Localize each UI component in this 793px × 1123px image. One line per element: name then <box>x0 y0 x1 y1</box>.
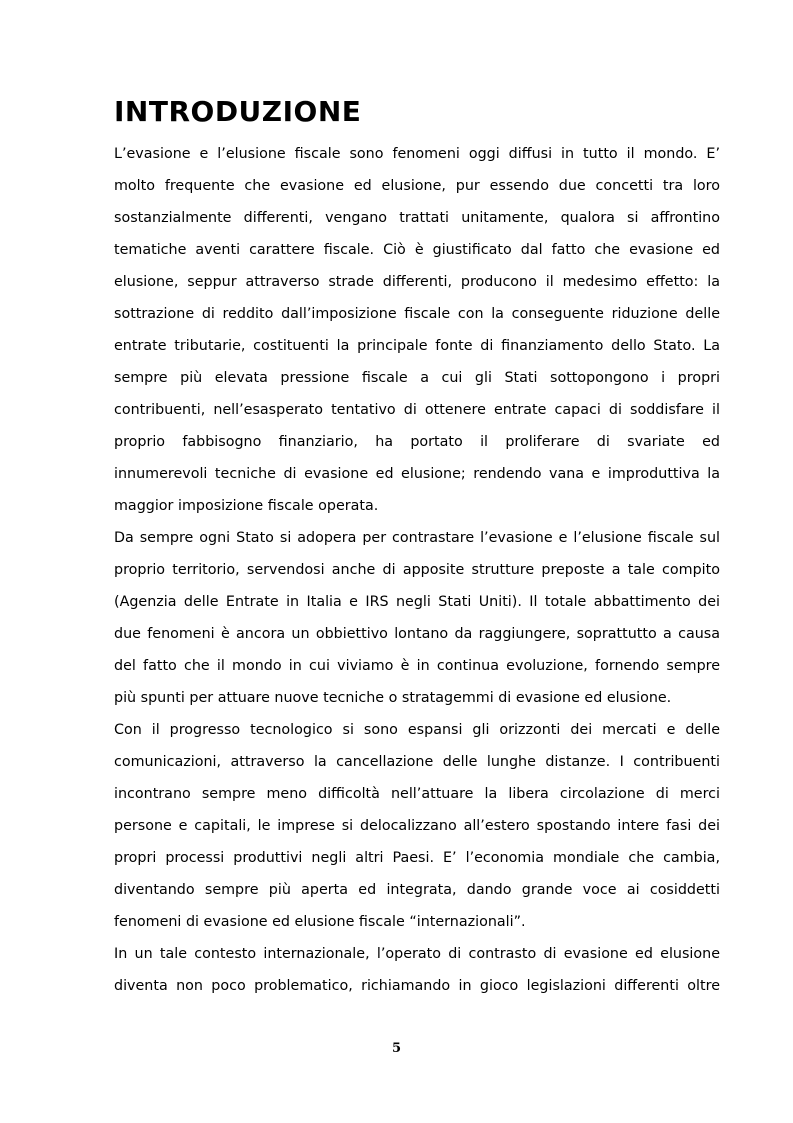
text-line: L’evasione e l’elusione fiscale sono fenomeni oggi diffusi in tutto il mondo. E’ <box>114 146 720 162</box>
text-line: In un tale contesto internazionale, l’operato di contrasto di evasione ed elusione <box>114 946 720 962</box>
text-line: contribuenti, nell’esasperato tentativo di ottenere entrate capaci di soddisfare il <box>114 402 720 418</box>
text-line: due fenomeni è ancora un obbiettivo lontano da raggiungere, soprattutto a causa <box>114 626 720 642</box>
text-line: entrate tributarie, costituenti la principale fonte di finanziamento dello Stato. La <box>114 338 720 354</box>
text-line: fenomeni di evasione ed elusione fiscale “internazionali”. <box>114 914 526 930</box>
text-line: diventando sempre più aperta ed integrata, dando grande voce ai cosiddetti <box>114 882 720 898</box>
text-line: persone e capitali, le imprese si delocalizzano all’estero spostando intere fasi dei <box>114 818 720 834</box>
text-line: propri processi produttivi negli altri Paesi. E’ l’economia mondiale che cambia, <box>114 850 720 866</box>
text-line: tematiche aventi carattere fiscale. Ciò è giustificato dal fatto che evasione ed <box>114 242 720 258</box>
text-line: diventa non poco problematico, richiamando in gioco legislazioni differenti oltre <box>114 978 720 994</box>
text-line: comunicazioni, attraverso la cancellazione delle lunghe distanze. I contribuenti <box>114 754 720 770</box>
text-line: proprio territorio, servendosi anche di apposite strutture preposte a tale compito <box>114 562 720 578</box>
text-line: sempre più elevata pressione fiscale a cui gli Stati sottopongono i propri <box>114 370 720 386</box>
text-line: sottrazione di reddito dall’imposizione fiscale con la conseguente riduzione delle <box>114 306 720 322</box>
text-line: molto frequente che evasione ed elusione, pur essendo due concetti tra loro <box>114 178 720 194</box>
page-number: 5 <box>391 1041 402 1056</box>
text-line: più spunti per attuare nuove tecniche o stratagemmi di evasione ed elusione. <box>114 690 672 706</box>
text-line: del fatto che il mondo in cui viviamo è in continua evoluzione, fornendo sempre <box>114 658 720 674</box>
text-line: maggior imposizione fiscale operata. <box>114 498 379 514</box>
text-line: (Agenzia delle Entrate in Italia e IRS negli Stati Uniti). Il totale abbattimento dei <box>114 594 720 610</box>
text-line: sostanzialmente differenti, vengano trattati unitamente, qualora si affrontino <box>114 210 720 226</box>
text-line: innumerevoli tecniche di evasione ed elusione; rendendo vana e improduttiva la <box>114 466 720 482</box>
text-line: incontrano sempre meno difficoltà nell’attuare la libera circolazione di merci <box>114 786 720 802</box>
page-title: INTRODUZIONE <box>114 95 362 128</box>
text-line: Da sempre ogni Stato si adopera per contrastare l’evasione e l’elusione fiscale sul <box>114 530 720 546</box>
text-line: Con il progresso tecnologico si sono espansi gli orizzonti dei mercati e delle <box>114 722 720 738</box>
text-line: elusione, seppur attraverso strade differenti, producono il medesimo effetto: la <box>114 274 720 290</box>
body-text <box>114 138 720 1002</box>
text-line: proprio fabbisogno finanziario, ha portato il proliferare di svariate ed <box>114 434 720 450</box>
